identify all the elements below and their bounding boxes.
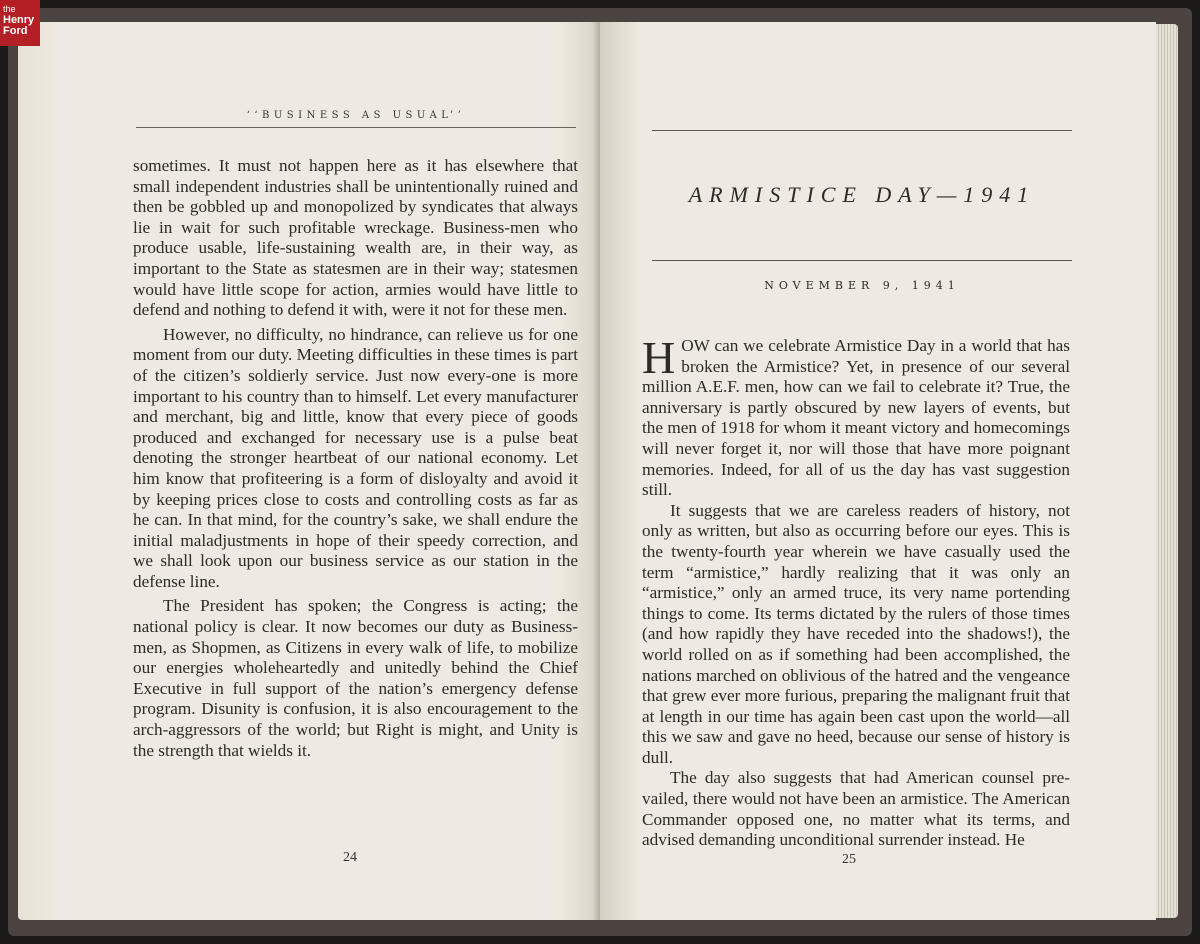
left-page-body bbox=[133, 156, 578, 761]
chapter-title: ARMISTICE DAY—1941 bbox=[688, 182, 1036, 207]
right-page-body bbox=[642, 332, 1070, 851]
running-head: ‘‘BUSINESS AS USUAL’’ bbox=[246, 110, 466, 121]
logo-line-2: Henry bbox=[3, 14, 35, 26]
page-number-right: 25 bbox=[842, 852, 856, 867]
left-page bbox=[18, 22, 600, 920]
henry-ford-logo bbox=[0, 0, 40, 46]
title-rule-top bbox=[652, 130, 1072, 131]
right-paragraph-3: The day also suggests that had American counsel pre-vailed, there would not have been an armistice. The American Commander opposed one, no matter what its terms, and advised demanding unconditional surrender instead. He bbox=[642, 768, 1070, 850]
header-rule bbox=[136, 127, 576, 128]
right-page bbox=[600, 22, 1156, 920]
chapter-date: NOVEMBER 9, 1941 bbox=[764, 279, 960, 292]
logo-line-1: the bbox=[3, 4, 16, 14]
title-rule-bottom bbox=[652, 260, 1072, 261]
left-paragraph-3: The President has spoken; the Congress is acting; the national policy is clear. It now becomes our duty as Business-men, as Shopmen, as Citizens in every walk of life, to mobilize our energies wholeheartedly and unitedly behind the Chief Executive in full support of the nation’s emergency defense program. Disunity is confusion, it is also encouragement to the arch-aggressors of the world; but Right is might, and Unity is the strength that wields it. bbox=[133, 596, 578, 760]
right-paragraph-1-text: OW can we celebrate Armistice Day in a world that has broken the Armistice? Yet, in presence of our several million A.E.F. men, how can we fail to celebrate it? True, the anniversary is partly obscured by new layers of events, but the men of 1918 for whom it meant victory and homecomings will never forget it, nor will those that have more poignant memories. Indeed, for all of us the day has vast suggestion still. bbox=[642, 336, 1070, 500]
logo-line-3: Ford bbox=[3, 25, 28, 37]
drop-cap: H bbox=[642, 332, 676, 383]
left-paragraph-2: However, no difficulty, no hindrance, can relieve us for one moment from our duty. Meeting difficulties in these times is part of the citizen’s soldierly service. Just now every-one is more important to his country than to himself. Let every manufacturer and merchant, big and little, know that every piece of goods produced and exchanged for necessary use is a pulse beat denoting the stronger heartbeat of our national economy. Let him know that profiteering is a form of disloyalty and avoid it by keeping prices close to costs and controlling costs as far as he can. In that mind, for the country’s sake, we shall endure the initial maladjustments in hope of their speedy correction, and we shall look upon our business service as our station in the defense line. bbox=[133, 324, 578, 591]
left-paragraph-1: sometimes. It must not happen here as it has elsewhere that small independent industries shall be unintentionally ruined and then be gobbled up and monopolized by syndicates that always lie in wait for such profitable wreckage. Business-men who produce usable, life-sustaining wealth are, in their way, as important to the State as statesmen are in their way; statesmen would have little scope for action, armies would have little to defend and nothing to defend it with, were it not for these men. bbox=[133, 156, 578, 320]
right-paragraph-1 bbox=[642, 332, 1070, 501]
right-paragraph-2: It suggests that we are careless readers of history, not only as written, but also as occurring before our eyes. This is the twenty-fourth year wherein we have casually used the term “armistice,” hardly realizing that it was only an “armistice,” only an armed truce, its very name portending things to come. Its terms dictated by the rulers of those times (and how rapidly they have receded into the shadows!), the world rolled on as if something had been accomplished, the nations marched on oblivious of the hatred and the vengeance that grew ever more furious, preparing the malignant fruit that at length in our time has again been cast upon the world—all this we saw and gave no heed, because our sense of history is dull. bbox=[642, 500, 1070, 767]
page-number-left: 24 bbox=[343, 850, 357, 865]
page-edges bbox=[1156, 24, 1178, 918]
